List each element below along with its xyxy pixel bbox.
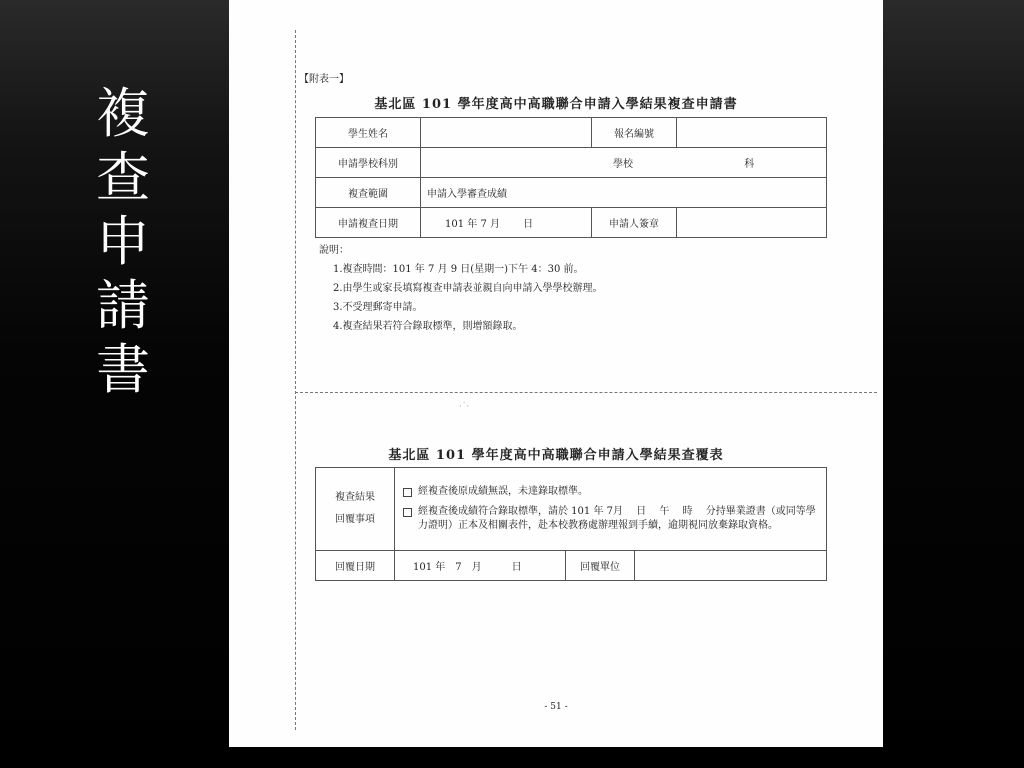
table-row [316,551,827,581]
date-label: 申請複查日期 [316,208,421,238]
table-row [316,178,827,208]
option-text: 經複查後原成績無誤，未達錄取標準。 [418,486,588,497]
registration-no-label: 報名編號 [592,118,677,148]
reply-form-table [315,467,827,581]
signature-field [677,208,827,238]
result-label [316,468,395,551]
notes-heading: 說明： [319,245,349,256]
cut-line-horizontal [295,392,877,393]
result-label-line: 回覆事項 [335,514,375,525]
note-item: 1.複查時間：101 年 7 月 9 日(星期一)下午 4：30 前。 [333,264,584,275]
title-char: 書 [96,338,150,401]
school-word: 學校 [613,159,633,170]
dept-word: 科 [744,159,755,170]
slide-title [88,82,158,402]
result-label-line: 複查結果 [335,492,375,503]
reply-date-label: 回覆日期 [316,551,395,581]
reply-date-value: 101 年 7 月 日 [395,551,566,581]
registration-no-field [677,118,827,148]
title-char: 複 [96,82,150,145]
signature-label: 申請人簽章 [592,208,677,238]
title-char: 申 [96,210,150,273]
checkbox-icon [403,488,412,497]
table-row [316,148,827,178]
option-text: 經複查後成績符合錄取標準，請於 101 年 7月 日 午 時 分持畢業證書（或同等學力證明）正本及相關表件，赴本校教務處辦理報到手續，逾期視同放棄錄取資格。 [418,506,816,531]
note-item: 3.不受理郵寄申請。 [333,302,423,313]
cut-line-vertical [295,30,296,730]
school-dept-field [421,148,827,178]
checkbox-icon [403,508,412,517]
application-form-table [315,117,827,238]
scanned-document [229,0,883,747]
note-item: 2.由學生或家長填寫複查申請表並親自向申請入學學校辦理。 [333,283,603,294]
application-form-title: 基北區 101 學年度高中高職聯合申請入學結果複查申請書 [374,97,738,112]
table-row [316,468,827,551]
student-name-field [421,118,592,148]
school-dept-label: 申請學校科別 [316,148,421,178]
reply-unit-label: 回覆單位 [566,551,635,581]
scan-speck: ·˙· [459,402,470,412]
scope-value: 申請入學審查成績 [421,178,827,208]
title-char: 查 [96,146,150,209]
scope-label: 複查範圍 [316,178,421,208]
notes-section [319,241,603,336]
student-name-label: 學生姓名 [316,118,421,148]
reply-form-title: 基北區 101 學年度高中高職聯合申請入學結果查覆表 [388,448,724,463]
table-row [316,118,827,148]
page-number: - 51 - [544,702,568,712]
table-row [316,208,827,238]
date-value: 101 年 7 月 日 [421,208,592,238]
option-row [403,505,818,533]
title-char: 請 [96,274,150,337]
option-row [403,485,818,499]
note-item: 4.複查結果若符合錄取標準，則增額錄取。 [333,321,523,332]
reply-unit-field [635,551,827,581]
result-options [395,468,827,551]
attachment-label: 【附表一】 [299,74,349,85]
